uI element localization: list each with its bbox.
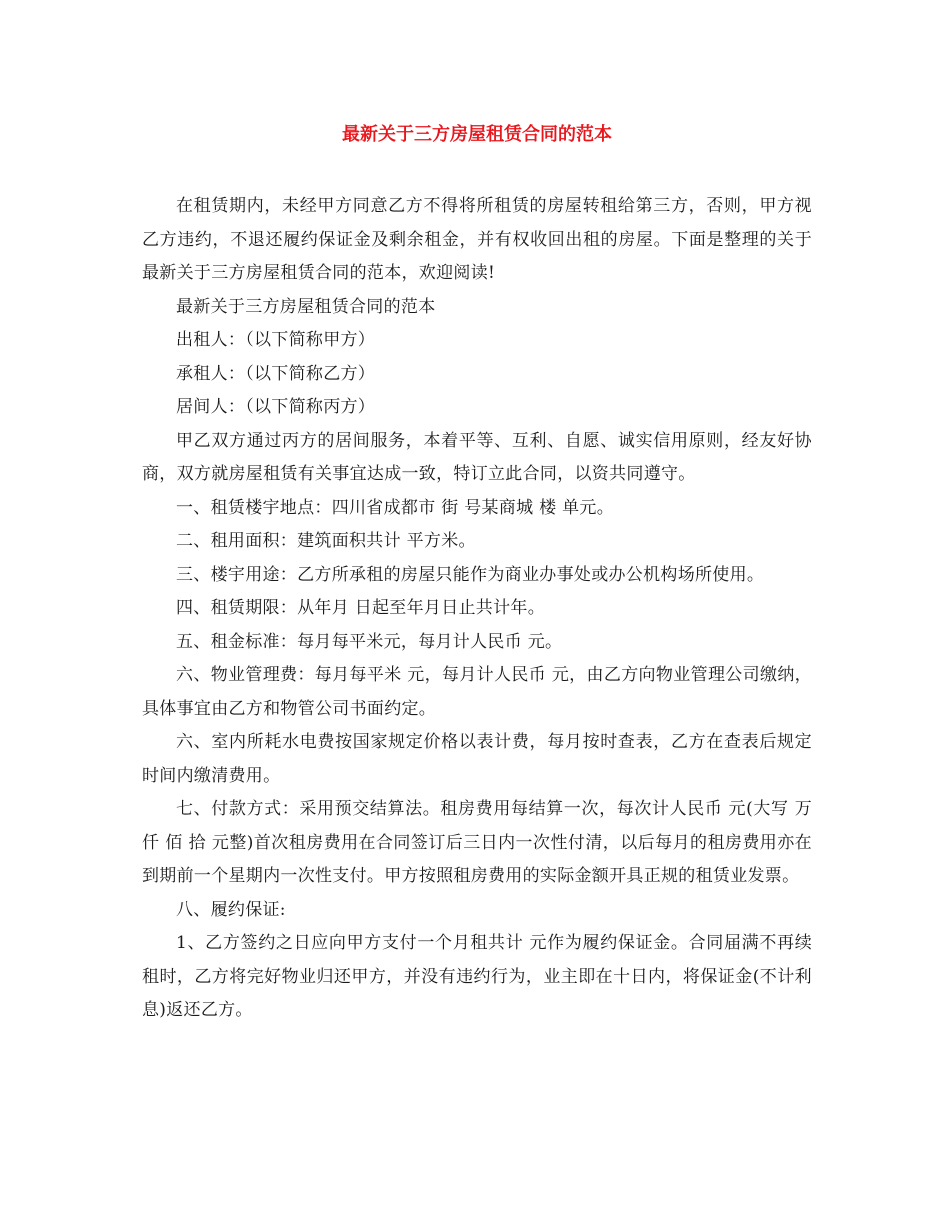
document-title: 最新关于三方房屋租赁合同的范本 — [342, 124, 612, 145]
clause-management-fee: 六、物业管理费：每月每平米 元，每月计人民币 元，由乙方向物业管理公司缴纳，具体事宜由乙方和物管公司书面约定。 — [142, 665, 812, 719]
clause-utilities: 六、室内所耗水电费按国家规定价格以表计费，每月按时查表，乙方在查表后规定时间内缴清费用。 — [142, 732, 812, 786]
clause-usage: 三、楼宇用途：乙方所承租的房屋只能作为商业办事处或办公机构场所使用。 — [176, 564, 765, 585]
paragraph-subtitle: 最新关于三方房屋租赁合同的范本 — [176, 296, 436, 317]
clause-rent: 五、租金标准：每月每平米元，每月计人民币 元。 — [176, 631, 563, 652]
paragraph-intro: 在租赁期内，未经甲方同意乙方不得将所租赁的房屋转租给第三方，否则，甲方视乙方违约，不退还履约保证金及剩余租金，并有权收回出租的房屋。下面是整理的关于最新关于三方房屋租赁合同的范本，欢迎阅读! — [142, 196, 812, 283]
paragraph-lessor: 出租人：（以下简称甲方） — [176, 330, 376, 350]
document-body — [142, 190, 812, 1028]
paragraph-preamble: 甲乙双方通过丙方的居间服务，本着平等、互利、自愿、诚实信用原则，经友好协商，双方就房屋租赁有关事宜达成一致，特订立此合同，以资共同遵守。 — [142, 430, 812, 484]
clause-deposit-heading: 八、履约保证: — [176, 899, 286, 920]
paragraph-lessee: 承租人：（以下简称乙方） — [176, 363, 376, 384]
clause-area: 二、租用面积：建筑面积共计 平方米。 — [176, 531, 476, 551]
clause-term: 四、租赁期限：从年月 日起至年月日止共计年。 — [176, 598, 546, 618]
clause-location: 一、租赁楼宇地点：四川省成都市 街 号某商城 楼 单元。 — [176, 497, 615, 518]
clause-deposit-1: 1、乙方签约之日应向甲方支付一个月租共计 元作为履约保证金。合同届满不再续租时，乙方将完好物业归还甲方，并没有违约行为，业主即在十日内，将保证金(不计利息)返还乙方。 — [142, 933, 812, 1020]
clause-payment: 七、付款方式：采用预交结算法。租房费用每结算一次，每次计人民币 元(大写 万 仟 佰 拾 元整)首次租房费用在合同签订后三日内一次性付清，以后每月的租房费用亦在到期前一个星期内一次性支付。甲方按照租房费用的实际金额开具正规的租赁业发票。 — [142, 799, 812, 886]
paragraph-intermediary: 居间人：（以下简称丙方） — [176, 397, 376, 417]
